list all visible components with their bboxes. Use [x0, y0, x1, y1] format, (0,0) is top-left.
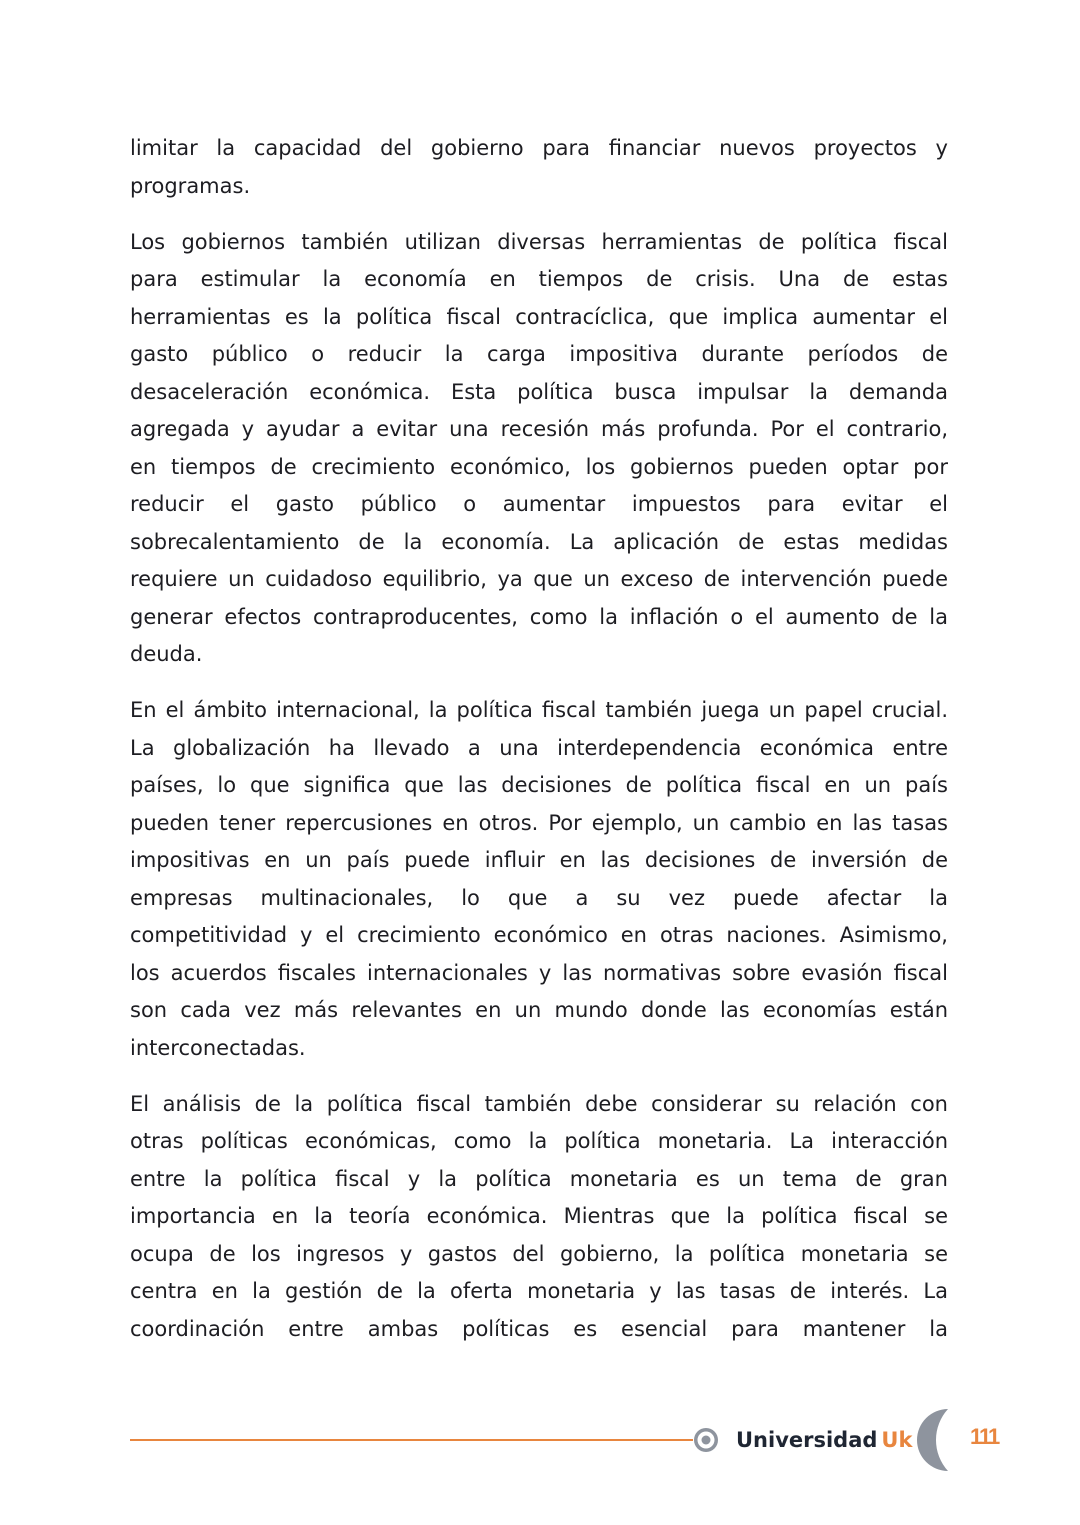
text-line: La globalización ha llevado a una interdependencia económica entre: [130, 735, 948, 760]
text-line: deuda.: [130, 642, 203, 666]
body-text: [130, 130, 948, 1367]
paragraph: [130, 692, 948, 1067]
text-line: en tiempos de crecimiento económico, los gobiernos pueden optar por: [130, 454, 948, 479]
text-line: son cada vez más relevantes en un mundo donde las economías están: [130, 998, 948, 1022]
text-line: En el ámbito internacional, la política fiscal también juega un papel crucial.: [130, 698, 948, 722]
text-line: agregada y ayudar a evitar una recesión más profunda. Por el contrario,: [130, 417, 948, 441]
text-line: entre la política fiscal y la política monetaria es un tema de gran: [130, 1166, 948, 1191]
text-line: reducir el gasto público o aumentar impuestos para evitar el: [130, 492, 948, 516]
text-line: programas.: [130, 173, 251, 198]
concentric-circle-icon: [693, 1427, 719, 1453]
text-line: pueden tener repercusiones en otros. Por ejemplo, un cambio en las tasas: [130, 810, 948, 835]
text-line: sobrecalentamiento de la economía. La aplicación de estas medidas: [130, 529, 948, 554]
text-line: Los gobiernos también utilizan diversas herramientas de política fiscal: [130, 229, 948, 254]
text-line: otras políticas económicas, como la política monetaria. La interacción: [130, 1129, 948, 1153]
text-line: los acuerdos fiscales internacionales y las normativas sobre evasión fiscal: [130, 960, 948, 985]
text-line: requiere un cuidadoso equilibrio, ya que un exceso de intervención puede: [130, 567, 948, 591]
text-line: ocupa de los ingresos y gastos del gobierno, la política monetaria se: [130, 1241, 948, 1266]
text-line: competitividad y el crecimiento económico en otras naciones. Asimismo,: [130, 923, 948, 947]
brand-logo-text: [736, 1425, 912, 1455]
text-line: centra en la gestión de la oferta monetaria y las tasas de interés. La: [130, 1279, 948, 1303]
text-line: interconectadas.: [130, 1035, 306, 1060]
paragraph: [130, 130, 948, 205]
brand-suffix: Uk: [881, 1428, 913, 1452]
page-number: 111: [970, 1424, 999, 1449]
text-line: desaceleración económica. Esta política busca impulsar la demanda: [130, 379, 948, 404]
text-line: gasto público o reducir la carga impositiva durante períodos de: [130, 342, 948, 366]
text-line: generar efectos contraproducentes, como la inflación o el aumento de la: [130, 604, 948, 629]
text-line: importancia en la teoría económica. Mientras que la política fiscal se: [130, 1204, 948, 1228]
text-line: limitar la capacidad del gobierno para financiar nuevos proyectos y: [130, 136, 948, 160]
crescent-icon: [915, 1405, 955, 1475]
text-line: para estimular la economía en tiempos de crisis. Una de estas: [130, 267, 948, 291]
text-line: impositivas en un país puede influir en las decisiones de inversión de: [130, 848, 948, 872]
text-line: coordinación entre ambas políticas es esencial para mantener la: [130, 1316, 948, 1341]
paragraph: [130, 224, 948, 674]
footer-divider: [130, 1439, 693, 1441]
paragraph: [130, 1086, 948, 1349]
brand-name: Universidad: [736, 1428, 878, 1452]
text-line: empresas multinacionales, lo que a su vez puede afectar la: [130, 885, 948, 910]
text-line: herramientas es la política fiscal contracíclica, que implica aumentar el: [130, 304, 948, 329]
text-line: El análisis de la política fiscal también debe considerar su relación con: [130, 1091, 948, 1116]
text-line: países, lo que significa que las decisiones de política fiscal en un país: [130, 773, 948, 797]
